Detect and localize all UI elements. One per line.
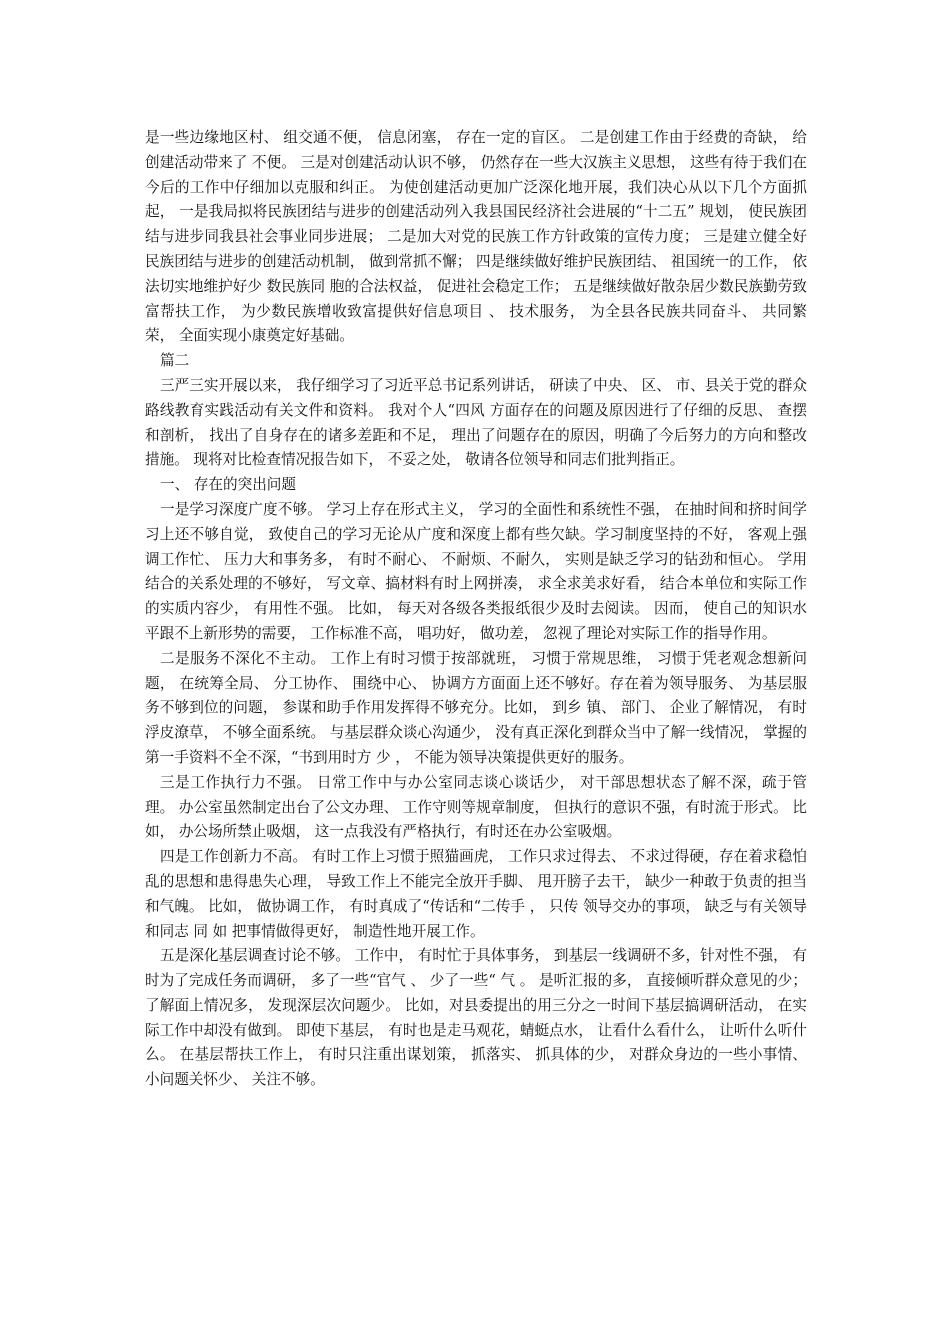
paragraph-problem-five: 五是深化基层调查讨论不够。 工作中， 有时忙于具体事务， 到基层一线调研不多，针对性不强， 有时为了完成任务而调研， 多了一些“官气 、 少了一些“ 气 。 是听汇报的多， 直接倾听群众意见的少； 了解面上情况多， 发现深层次问题少。 比如，对县委提出的用三分之一时间下基层搞调研活动， 在实际工作中却没有做到。 即使下基层， 有时也是走马观花，蜻蜓点水， 让看什么看什么， 让听什么听什么。 在基层帮扶工作上， 有时只注重出谋划策， 抓落实、 抓具体的少， 对群众身边的一些小事情、 小问题关怀少、 关注不够。 xyxy=(145,947,812,1089)
paragraph-problem-four: 四是工作创新力不高。 有时工作上习惯于照猫画虎， 工作只求过得去、 不求过得硬，存在着求稳怕乱的思想和患得患失心理， 导致工作上不能完全放开手脚、 甩开膀子去干， 缺少一种敢于负责的担当和气魄。 比如， 做协调工作， 有时真成了“传话和“二传手 ， 只传 领导交办的事项， 缺乏与有关领导和同志 同 如 把事情做得更好， 制造性地开展工作。 xyxy=(145,848,807,940)
paragraph-problem-three: 三是工作执行力不强。 日常工作中与办公室同志谈心谈话少， 对干部思想状态了解不深，疏于管理。 办公室虽然制定出台了公文办理、 工作守则等规章制度， 但执行的意识不强，有时流于形式。 比如， 办公场所禁止吸烟， 这一点我没有严格执行，有时还在办公室吸烟。 xyxy=(145,773,807,841)
paragraph-problem-two: 二是服务不深化不主动。 工作上有时习惯于按部就班， 习惯于常规思维， 习惯于凭老观念想新问题， 在统筹全局、 分工协作、 围绕中心、 协调方方面面上还不够好。存在着为领导服务、 为基层服务不够到位的问题， 参谋和助手作用发挥得不够充分。比如， 到乡 镇、 部门、 企业了解情况， 有时浮皮潦草， 不够全面系统。 与基层群众谈心沟通少， 没有真正深化到群众当中了解一线情况， 掌握的第一手资料不全不深，“书到用时方 少 ， 不能为领导决策提供更好的服务。 xyxy=(145,649,807,766)
paragraph-introduction: 三严三实开展以来， 我仔细学习了习近平总书记系列讲话， 研读了中央、 区、 市、县关于党的群众路线教育实践活动有关文件和资料。 我对个人“四风 方面存在的问题及原因进行了仔细的反思、 查摆和剖析， 找出了自身存在的诸多差距和不足， 理出了问题存在的原因，明确了今后努力的方向和整改措施。 现将对比检查情况报告如下， 不妥之处， 敬请各位领导和同志们批判指正。 xyxy=(145,376,807,469)
document-page xyxy=(145,126,812,1093)
section-title-part-two: 篇二 xyxy=(160,352,190,370)
section-heading-problems: 一、 存在的突出问题 xyxy=(160,476,296,494)
paragraph-continuation: 是一些边缘地区村、 组交通不便， 信息闭塞， 存在一定的盲区。 二是创建工作由于经费的奇缺， 给创建活动带来了 不便。 三是对创建活动认识不够， 仍然存在一些大汉族主义思想， 这些有待于我们在今后的工作中仔细加以克服和纠正。 为使创建活动更加广泛深化地开展，我们决心从以下几个方面抓起， 一是我局拟将民族团结与进步的创建活动列入我县国民经济社会进展的“十二五” 规划， 使民族团结与进步同我县社会事业同步进展； 二是加大对党的民族工作方针政策的宣传力度； 三是建立健全好民族团结与进步的创建活动机制， 做到常抓不懈； 四是继续做好维护民族团结、 祖国统一的工作， 依法切实地维护好少 数民族同 胞的合法权益， 促进社会稳定工作； 五是继续做好散杂居少数民族勤劳致富帮扶工作， 为少数民族增收致富提供好信息项目 、 技术服务， 为全县各民族共同奋斗、 共同繁荣， 全面实现小康奠定好基础。 xyxy=(145,129,807,345)
paragraph-problem-one: 一是学习深度广度不够。 学习上存在形式主义， 学习的全面性和系统性不强， 在抽时间和挤时间学习上还不够自觉， 致使自己的学习无论从广度和深度上都有些欠缺。学习制度坚持的不好， 客观上强调工作忙、 压力大和事务多， 有时不耐心、 不耐烦、不耐久， 实则是缺乏学习的钻劲和恒心。 学用结合的关系处理的不够好， 写文章、搞材料有时上网拼凑， 求全求美求好看， 结合本单位和实际工作的实质内容少， 有用性不强。 比如， 每天对各级各类报纸很少及时去阅读。 因而， 使自己的知识水平跟不上新形势的需要， 工作标准不高， 唱功好， 做功差， 忽视了理论对实际工作的指导作用。 xyxy=(145,500,807,642)
